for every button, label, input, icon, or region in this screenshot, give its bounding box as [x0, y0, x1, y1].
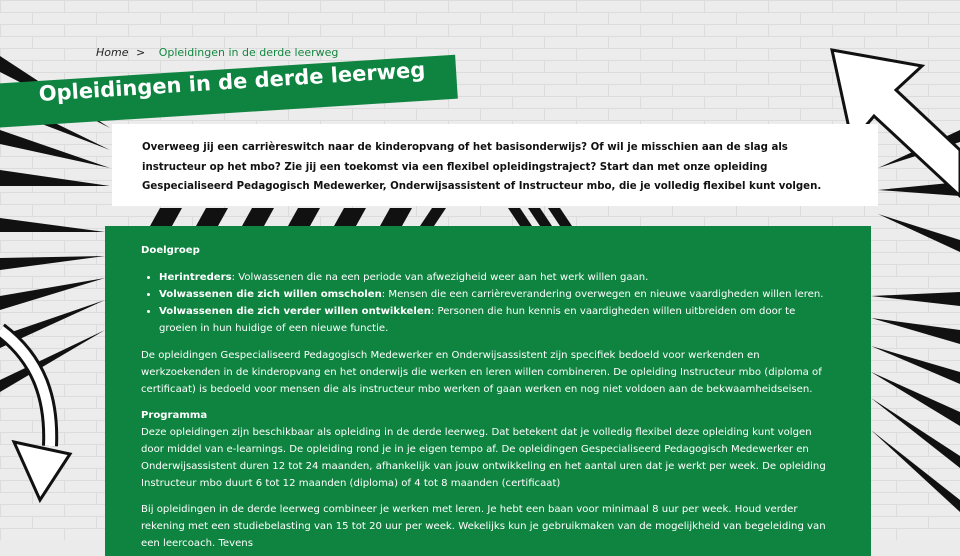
- bullet-text: : Mensen die een carrièreverandering overwegen en nieuwe vaardigheden willen leren.: [381, 289, 824, 300]
- leren-werken-paragraph: Bij opleidingen in de derde leerweg combineer je werken met leren. Je hebt een baan voor minimaal 8 uur per week. Houd verder rekening met een studiebelasting van 15 tot 20 uur per week. Wekelijks kun je gebruikmaken van de mogelijkheid van begeleiding van een leercoach. Tevens: [141, 504, 826, 549]
- breadcrumb-home-link[interactable]: Home: [96, 46, 129, 59]
- bullet-text: : Volwassenen die na een periode van afwezigheid weer aan het werk willen gaan.: [231, 272, 649, 283]
- doelgroep-paragraph: De opleidingen Gespecialiseerd Pedagogisch Medewerker en Onderwijsassistent zijn specifiek bedoeld voor werkenden en werkzoekenden in de kinderopvang en het onderwijs die werken en leren willen combineren. De opleiding Instructeur mbo (diploma of certificaat) is bedoeld voor mensen die als instructeur mbo werken of gaan werken en nog niet voldoen aan de bekwaamheidseisen.: [141, 350, 822, 395]
- page-title: Opleidingen in de derde leerweg: [38, 57, 426, 106]
- bullet-term: Volwassenen die zich willen omscholen: [159, 289, 382, 300]
- list-item: [159, 303, 835, 337]
- doelgroep-heading: Doelgroep: [141, 245, 200, 256]
- programma-paragraph: Deze opleidingen zijn beschikbaar als opleiding in de derde leerweg. Dat betekent dat je volledig flexibel deze opleiding kunt volgen door middel van e-learnings. De opleiding rond je in je eigen tempo af. De opleidingen Gespecialiseerd Pedagogisch Medewerker en Onderwijsassistent duren 12 tot 24 maanden, afhankelijk van jouw ontwikkeling en het aantal uren dat je werkt per week. De opleiding Instructeur mbo duurt 6 tot 12 maanden (diploma) of 4 tot 8 maanden (certificaat): [141, 427, 826, 489]
- breadcrumb-separator: >: [135, 46, 146, 59]
- bullet-term: Volwassenen die zich verder willen ontwikkelen: [159, 306, 431, 317]
- intro-box: [112, 124, 878, 206]
- doelgroep-list: [141, 269, 835, 337]
- content-panel: [105, 226, 871, 556]
- list-item: [159, 286, 835, 303]
- list-item: [159, 269, 835, 286]
- breadcrumb-current[interactable]: Opleidingen in de derde leerweg: [158, 46, 339, 59]
- bullet-term: Herintreders: [159, 272, 232, 283]
- intro-text: Overweeg jij een carrièreswitch naar de kinderopvang of het basisonderwijs? Of wil je misschien aan de slag als instructeur op het mbo? Zie jij een toekomst via een flexibel opleidingstraject? Start dan met onze opleiding Gespecialiseerd Pedagogisch Medewerker, Onderwijsassistent of Instructeur mbo, die je volledig flexibel kunt volgen.: [142, 142, 822, 192]
- bullet-text: : Personen die hun kennis en vaardigheden willen uitbreiden om door te groeien in hun huidige of een nieuwe functie.: [159, 306, 796, 334]
- programma-heading: Programma: [141, 410, 208, 421]
- breadcrumb: [96, 46, 338, 59]
